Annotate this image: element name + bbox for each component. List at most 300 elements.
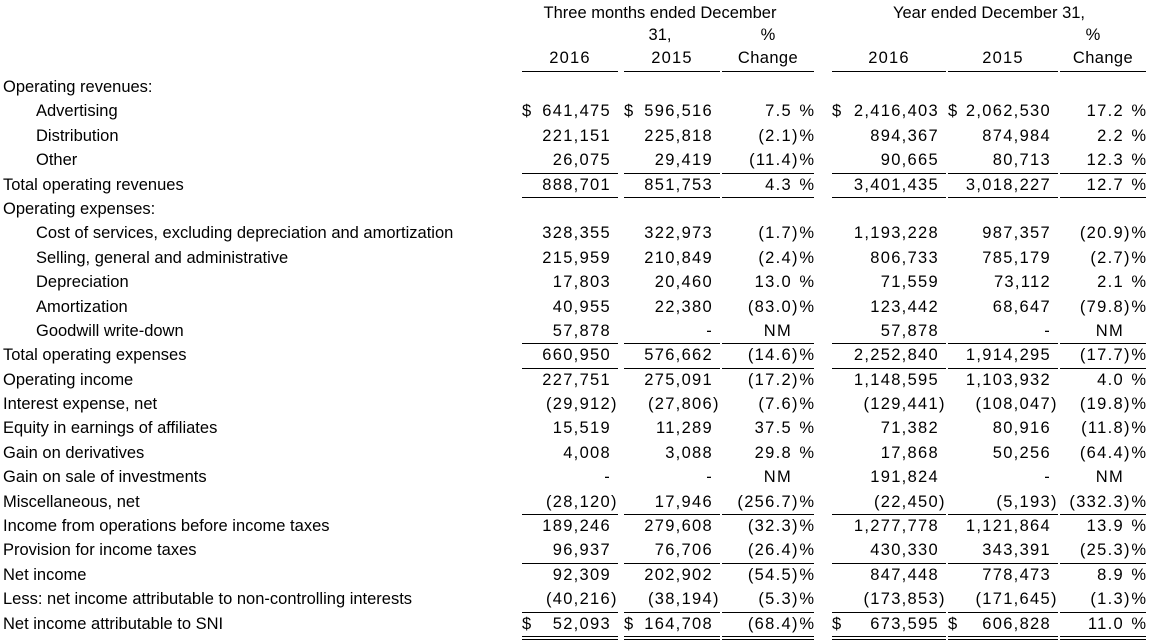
amount: 92,309 <box>552 565 611 584</box>
percent-sign: % <box>1131 151 1146 170</box>
cell-yr-change <box>1060 612 1146 640</box>
cell-tm-change <box>722 75 814 99</box>
cell-tm-2015 <box>624 368 720 392</box>
amount: 778,473 <box>982 565 1051 584</box>
amount: 660,950 <box>542 346 611 365</box>
cell-tm-2016 <box>522 319 618 344</box>
cell-tm-2015 <box>624 75 720 99</box>
amount: (26.4 <box>747 541 792 560</box>
paren: ) <box>792 346 798 365</box>
cell-tm-2016 <box>522 538 618 563</box>
amount: 13.9 <box>1086 517 1124 536</box>
amount: 37.5 <box>754 419 792 438</box>
dollar-sign: $ <box>624 102 634 121</box>
table-row <box>0 343 1161 367</box>
paren: ) <box>792 590 798 609</box>
table-row <box>0 197 1161 221</box>
percent-sign: % <box>799 224 814 243</box>
amount: 4.3 <box>765 175 792 194</box>
cell-yr-2015 <box>948 319 1058 344</box>
cell-yr-2016 <box>832 465 946 489</box>
row-label: Other <box>36 151 78 170</box>
amount: (108,047 <box>975 395 1051 414</box>
amount: 2,062,530 <box>965 102 1051 121</box>
amount: 2.1 <box>1097 273 1124 292</box>
cell-yr-change <box>1060 392 1146 416</box>
table-row <box>0 124 1161 148</box>
amount: 76,706 <box>654 541 713 560</box>
amount: 987,357 <box>982 224 1051 243</box>
amount: (79.8 <box>1079 297 1124 316</box>
row-label: Provision for income taxes <box>3 541 197 560</box>
amount: 80,713 <box>992 151 1051 170</box>
row-label: Gain on sale of investments <box>3 468 207 487</box>
cell-yr-2015 <box>948 295 1058 319</box>
paren: ) <box>792 224 798 243</box>
table-row <box>0 221 1161 245</box>
table-row <box>0 490 1161 514</box>
cell-tm-2016 <box>522 197 618 221</box>
amount: 1,914,295 <box>965 346 1051 365</box>
dollar-sign: $ <box>832 614 842 633</box>
amount: 851,753 <box>644 175 713 194</box>
amount: 596,516 <box>644 102 713 121</box>
percent-sign: % <box>799 297 814 316</box>
cell-yr-2016 <box>832 295 946 319</box>
percent-sign: % <box>799 370 814 389</box>
amount: (54.5 <box>747 565 792 584</box>
table-row <box>0 392 1161 416</box>
three-months-percent-label: % <box>760 26 776 44</box>
cell-yr-2015 <box>948 75 1058 99</box>
cell-tm-2016 <box>522 295 618 319</box>
amount: 13.0 <box>754 273 792 292</box>
cell-tm-2016 <box>522 514 618 538</box>
cell-yr-2015 <box>948 587 1058 612</box>
cell-yr-change <box>1060 587 1146 612</box>
cell-tm-2015 <box>624 612 720 640</box>
percent-sign: % <box>1131 492 1146 511</box>
percent-sign: % <box>1131 614 1146 633</box>
cell-tm-2016 <box>522 392 618 416</box>
amount: 1,148,595 <box>853 370 939 389</box>
amount: 90,665 <box>880 151 939 170</box>
amount: - <box>1044 468 1051 487</box>
amount: (173,853 <box>863 590 939 609</box>
cell-yr-change <box>1060 368 1146 392</box>
cell-tm-2015 <box>624 173 720 198</box>
cell-yr-2016 <box>832 612 946 640</box>
col-header-yr-change: Change <box>1060 45 1146 72</box>
cell-yr-2016 <box>832 368 946 392</box>
table-row <box>0 270 1161 294</box>
table-row <box>0 612 1161 636</box>
amount: 227,751 <box>542 370 611 389</box>
amount: 888,701 <box>542 175 611 194</box>
row-label: Operating revenues: <box>3 78 153 96</box>
cell-tm-2015 <box>624 148 720 173</box>
cell-yr-2016 <box>832 563 946 587</box>
cell-yr-change <box>1060 514 1146 538</box>
percent-sign: % <box>1131 297 1146 316</box>
cell-tm-change <box>722 416 814 440</box>
paren: ) <box>611 492 617 511</box>
cell-yr-change <box>1060 441 1146 465</box>
amount: 225,818 <box>644 126 713 145</box>
cell-yr-2015 <box>948 392 1058 416</box>
row-label: Selling, general and administrative <box>36 248 289 267</box>
cell-tm-change <box>722 514 814 538</box>
cell-yr-2016 <box>832 416 946 440</box>
dollar-sign: $ <box>948 102 958 121</box>
table-row <box>0 563 1161 587</box>
table-row <box>0 246 1161 270</box>
cell-tm-change <box>722 538 814 563</box>
paren: ) <box>1051 590 1057 609</box>
cell-yr-change <box>1060 173 1146 198</box>
cell-yr-2016 <box>832 514 946 538</box>
cell-yr-change <box>1060 416 1146 440</box>
cell-tm-change <box>722 197 814 221</box>
paren: ) <box>713 590 719 609</box>
amount: (27,806 <box>647 395 713 414</box>
amount: 279,608 <box>644 517 713 536</box>
cell-tm-2016 <box>522 221 618 245</box>
amount: (11.4 <box>749 151 792 170</box>
cell-tm-2015 <box>624 270 720 294</box>
amount: 1,121,864 <box>965 517 1051 536</box>
row-label: Distribution <box>36 126 119 145</box>
amount: 894,367 <box>870 126 939 145</box>
amount: (129,441 <box>863 395 939 414</box>
amount: 191,824 <box>870 468 939 487</box>
cell-yr-2016 <box>832 221 946 245</box>
row-label: Net income attributable to SNI <box>3 614 224 633</box>
paren: ) <box>939 395 945 414</box>
percent-sign: % <box>1131 102 1146 121</box>
cell-tm-2015 <box>624 538 720 563</box>
row-label: Cost of services, excluding depreciation and amortization <box>36 224 454 243</box>
cell-tm-change <box>722 124 814 148</box>
cell-tm-2015 <box>624 563 720 587</box>
cell-yr-2015 <box>948 538 1058 563</box>
cell-yr-change <box>1060 538 1146 563</box>
cell-yr-change <box>1060 319 1146 344</box>
table-row <box>0 465 1161 489</box>
cell-tm-2015 <box>624 490 720 515</box>
cell-tm-2016 <box>522 270 618 294</box>
table-row <box>0 538 1161 562</box>
cell-yr-2015 <box>948 416 1058 440</box>
cell-tm-2016 <box>522 612 618 640</box>
percent-sign: % <box>799 248 814 267</box>
cell-tm-2016 <box>522 416 618 440</box>
cell-yr-2016 <box>832 392 946 416</box>
dollar-sign: $ <box>948 614 958 633</box>
cell-tm-2016 <box>522 246 618 270</box>
table-row <box>0 75 1161 99</box>
cell-tm-change <box>722 465 814 489</box>
cell-tm-2015 <box>624 392 720 416</box>
paren: ) <box>713 395 719 414</box>
cell-yr-2015 <box>948 99 1058 123</box>
percent-sign: % <box>799 517 814 536</box>
paren: ) <box>792 517 798 536</box>
cell-tm-2015 <box>624 221 720 245</box>
amount: 806,733 <box>870 248 939 267</box>
cell-yr-2016 <box>832 124 946 148</box>
cell-tm-2016 <box>522 465 618 489</box>
percent-sign: % <box>799 151 814 170</box>
amount: - <box>604 468 611 487</box>
amount: 26,075 <box>552 151 611 170</box>
amount: (22,450 <box>873 492 939 511</box>
amount: 17.2 <box>1086 102 1124 121</box>
amount: (2.7 <box>1090 248 1124 267</box>
percent-sign: % <box>1131 126 1146 145</box>
cell-tm-2016 <box>522 441 618 465</box>
percent-sign: % <box>799 175 814 194</box>
table-row <box>0 295 1161 319</box>
cell-yr-2016 <box>832 99 946 123</box>
percent-sign: % <box>1131 224 1146 243</box>
year-percent-label: % <box>1085 26 1101 44</box>
cell-tm-2016 <box>522 124 618 148</box>
cell-yr-2016 <box>832 75 946 99</box>
cell-yr-2016 <box>832 441 946 465</box>
cell-yr-change <box>1060 197 1146 221</box>
cell-yr-2015 <box>948 490 1058 515</box>
amount: 40,955 <box>552 297 611 316</box>
cell-tm-2016 <box>522 343 618 368</box>
cell-yr-change <box>1060 465 1146 489</box>
paren: ) <box>1124 541 1130 560</box>
amount: 202,902 <box>644 565 713 584</box>
percent-sign: % <box>799 273 814 292</box>
amount: 12.7 <box>1086 175 1124 194</box>
cell-tm-change <box>722 270 814 294</box>
cell-yr-change <box>1060 148 1146 173</box>
table-body <box>0 75 1161 636</box>
row-label: Goodwill write-down <box>36 321 184 340</box>
cell-tm-2016 <box>522 490 618 515</box>
cell-tm-change <box>722 148 814 173</box>
col-header-tm-2016: 2016 <box>522 45 618 72</box>
cell-tm-change <box>722 441 814 465</box>
paren: ) <box>1051 395 1057 414</box>
cell-yr-change <box>1060 343 1146 368</box>
amount: 8.9 <box>1097 565 1124 584</box>
dollar-sign: $ <box>522 614 532 633</box>
percent-sign: % <box>799 590 814 609</box>
percent-sign: % <box>1131 565 1146 584</box>
cell-tm-change <box>722 490 814 515</box>
three-months-group-title-line2: 31, <box>648 26 672 44</box>
amount: 2.2 <box>1097 126 1124 145</box>
paren: ) <box>611 590 617 609</box>
percent-sign: % <box>799 541 814 560</box>
amount: (29,912 <box>545 395 611 414</box>
col-header-tm-2015: 2015 <box>624 45 720 72</box>
cell-yr-2016 <box>832 587 946 612</box>
percent-sign: % <box>799 126 814 145</box>
amount: 29.8 <box>754 443 792 462</box>
paren: ) <box>1124 590 1130 609</box>
amount: (5.3 <box>758 590 792 609</box>
paren: ) <box>1124 297 1130 316</box>
cell-tm-change <box>722 173 814 198</box>
paren: ) <box>792 126 798 145</box>
cell-tm-change <box>722 319 814 344</box>
amount: (40,216 <box>545 590 611 609</box>
cell-tm-change <box>722 295 814 319</box>
paren: ) <box>1124 395 1130 414</box>
cell-tm-change <box>722 343 814 368</box>
percent-sign: % <box>1131 273 1146 292</box>
amount: 71,559 <box>880 273 939 292</box>
cell-tm-2016 <box>522 75 618 99</box>
cell-tm-2015 <box>624 343 720 368</box>
paren: ) <box>792 370 798 389</box>
row-label: Amortization <box>36 297 128 316</box>
paren: ) <box>792 297 798 316</box>
cell-tm-2015 <box>624 295 720 319</box>
paren: ) <box>1124 419 1130 438</box>
amount: 50,256 <box>992 443 1051 462</box>
amount: - <box>1044 321 1051 340</box>
row-label: Equity in earnings of affiliates <box>3 419 218 438</box>
amount: 29,419 <box>654 151 713 170</box>
cell-tm-2015 <box>624 514 720 538</box>
amount: 4.0 <box>1097 370 1124 389</box>
amount: 80,916 <box>992 419 1051 438</box>
amount: 20,460 <box>654 273 713 292</box>
cell-tm-change <box>722 221 814 245</box>
amount: 1,193,228 <box>853 224 939 243</box>
amount: (38,194 <box>647 590 713 609</box>
cell-yr-2015 <box>948 343 1058 368</box>
year-group-title: Year ended December 31, <box>892 4 1086 22</box>
percent-sign: % <box>1131 175 1146 194</box>
amount: 96,937 <box>552 541 611 560</box>
percent-sign: % <box>799 102 814 121</box>
amount: (2.4 <box>758 248 792 267</box>
percent-sign: % <box>1131 419 1146 438</box>
amount: 17,946 <box>654 492 713 511</box>
cell-yr-2015 <box>948 124 1058 148</box>
row-label: Less: net income attributable to non-controlling interests <box>3 590 413 609</box>
cell-tm-change <box>722 563 814 587</box>
paren: ) <box>1124 346 1130 365</box>
dollar-sign: $ <box>624 614 634 633</box>
row-label: Operating expenses: <box>3 199 156 218</box>
amount: 673,595 <box>870 614 939 633</box>
cell-yr-2016 <box>832 246 946 270</box>
cell-tm-change <box>722 587 814 612</box>
amount: 189,246 <box>542 517 611 536</box>
amount: 328,355 <box>542 224 611 243</box>
amount: NM <box>763 321 792 340</box>
table-row <box>0 99 1161 123</box>
amount: 606,828 <box>982 614 1051 633</box>
row-label: Total operating revenues <box>3 175 184 194</box>
percent-sign: % <box>1131 590 1146 609</box>
cell-yr-2016 <box>832 270 946 294</box>
table-row <box>0 416 1161 440</box>
cell-yr-change <box>1060 270 1146 294</box>
cell-yr-change <box>1060 563 1146 587</box>
cell-yr-2015 <box>948 465 1058 489</box>
amount: 343,391 <box>982 541 1051 560</box>
paren: ) <box>939 590 945 609</box>
paren: ) <box>792 395 798 414</box>
cell-yr-2015 <box>948 148 1058 173</box>
amount: (28,120 <box>545 492 611 511</box>
amount: 57,878 <box>880 321 939 340</box>
paren: ) <box>611 395 617 414</box>
cell-tm-change <box>722 612 814 640</box>
row-label: Net income <box>3 565 87 584</box>
cell-yr-2015 <box>948 612 1058 640</box>
cell-tm-2015 <box>624 416 720 440</box>
row-label: Miscellaneous, net <box>3 492 140 511</box>
paren: ) <box>1124 224 1130 243</box>
cell-yr-2015 <box>948 246 1058 270</box>
amount: 322,973 <box>644 224 713 243</box>
amount: 2,252,840 <box>853 346 939 365</box>
cell-tm-2016 <box>522 368 618 392</box>
paren: ) <box>792 492 798 511</box>
percent-sign: % <box>1131 248 1146 267</box>
cell-yr-change <box>1060 221 1146 245</box>
amount: (11.8 <box>1081 419 1124 438</box>
amount: (2.1 <box>758 126 792 145</box>
cell-yr-2015 <box>948 173 1058 198</box>
amount: 15,519 <box>552 419 611 438</box>
percent-sign: % <box>1131 541 1146 560</box>
amount: 17,868 <box>880 443 939 462</box>
paren: ) <box>792 614 798 633</box>
cell-tm-2015 <box>624 587 720 612</box>
row-label: Total operating expenses <box>3 346 187 365</box>
amount: 874,984 <box>982 126 1051 145</box>
amount: 2,416,403 <box>853 102 939 121</box>
amount: NM <box>763 468 792 487</box>
amount: 847,448 <box>870 565 939 584</box>
paren: ) <box>1124 443 1130 462</box>
amount: 4,008 <box>563 443 611 462</box>
cell-tm-2016 <box>522 587 618 612</box>
cell-yr-change <box>1060 99 1146 123</box>
amount: 3,088 <box>665 443 713 462</box>
percent-sign: % <box>799 419 814 438</box>
amount: 275,091 <box>644 370 713 389</box>
cell-tm-change <box>722 246 814 270</box>
amount: 3,401,435 <box>853 175 939 194</box>
row-label: Interest expense, net <box>3 395 158 414</box>
amount: (1.3 <box>1090 590 1124 609</box>
cell-yr-2015 <box>948 563 1058 587</box>
cell-tm-2015 <box>624 197 720 221</box>
cell-yr-change <box>1060 490 1146 515</box>
col-header-tm-change: Change <box>722 45 814 72</box>
cell-yr-2016 <box>832 319 946 344</box>
cell-yr-2016 <box>832 490 946 515</box>
amount: 17,803 <box>552 273 611 292</box>
percent-sign: % <box>799 492 814 511</box>
cell-tm-2015 <box>624 246 720 270</box>
amount: 22,380 <box>654 297 713 316</box>
